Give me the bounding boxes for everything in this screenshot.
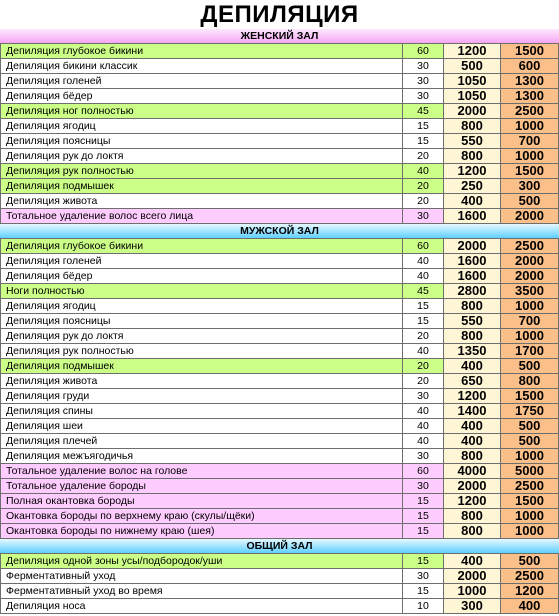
table-row	[0, 464, 559, 479]
section-header: ЖЕНСКИЙ ЗАЛ	[0, 29, 559, 43]
price-standard: 400	[444, 194, 501, 208]
service-name: Депиляция бёдер	[0, 269, 403, 283]
duration-minutes: 40	[403, 269, 444, 283]
table-row	[0, 194, 559, 209]
price-standard: 550	[444, 314, 501, 328]
section-header-row	[0, 539, 559, 554]
table-row	[0, 44, 559, 59]
price-standard: 400	[444, 419, 501, 433]
service-name: Депиляция голеней	[0, 74, 403, 88]
duration-minutes: 20	[403, 374, 444, 388]
price-premium: 400	[501, 599, 559, 613]
price-standard: 2000	[444, 239, 501, 253]
duration-minutes: 15	[403, 584, 444, 598]
duration-minutes: 30	[403, 59, 444, 73]
duration-minutes: 30	[403, 389, 444, 403]
table-row	[0, 299, 559, 314]
price-standard: 800	[444, 119, 501, 133]
table-row	[0, 239, 559, 254]
duration-minutes: 30	[403, 569, 444, 583]
service-name: Депиляция подмышек	[0, 359, 403, 373]
price-premium: 2000	[501, 254, 559, 268]
price-standard: 1200	[444, 494, 501, 508]
price-premium: 2500	[501, 104, 559, 118]
duration-minutes: 15	[403, 314, 444, 328]
service-name: Депиляция поясницы	[0, 134, 403, 148]
service-name: Окантовка бороды по верхнему краю (скулы/щёки)	[0, 509, 403, 523]
table-row	[0, 74, 559, 89]
duration-minutes: 40	[403, 254, 444, 268]
service-name: Депиляция ног полностью	[0, 104, 403, 118]
price-premium: 2500	[501, 479, 559, 493]
table-row	[0, 359, 559, 374]
duration-minutes: 30	[403, 74, 444, 88]
table-row	[0, 89, 559, 104]
table-row	[0, 449, 559, 464]
table-row	[0, 494, 559, 509]
service-name: Депиляция бёдер	[0, 89, 403, 103]
price-premium: 2500	[501, 239, 559, 253]
service-name: Депиляция голеней	[0, 254, 403, 268]
page-title: ДЕПИЛЯЦИЯ	[200, 1, 359, 28]
price-standard: 4000	[444, 464, 501, 478]
price-premium: 1500	[501, 389, 559, 403]
price-premium: 1000	[501, 449, 559, 463]
table-row	[0, 269, 559, 284]
price-standard: 1200	[444, 389, 501, 403]
duration-minutes: 20	[403, 329, 444, 343]
price-standard: 250	[444, 179, 501, 193]
duration-minutes: 15	[403, 554, 444, 568]
price-standard: 800	[444, 329, 501, 343]
service-name: Депиляция ягодиц	[0, 299, 403, 313]
service-name: Депиляция одной зоны усы/подбородок/уши	[0, 554, 403, 568]
duration-minutes: 15	[403, 494, 444, 508]
price-standard: 1600	[444, 269, 501, 283]
duration-minutes: 40	[403, 419, 444, 433]
price-premium: 1000	[501, 299, 559, 313]
duration-minutes: 30	[403, 89, 444, 103]
duration-minutes: 30	[403, 479, 444, 493]
price-premium: 700	[501, 314, 559, 328]
service-name: Депиляция шеи	[0, 419, 403, 433]
table-row	[0, 584, 559, 599]
duration-minutes: 15	[403, 119, 444, 133]
table-row	[0, 254, 559, 269]
price-premium: 2000	[501, 209, 559, 223]
section-header-row	[0, 224, 559, 239]
price-standard: 2000	[444, 104, 501, 118]
duration-minutes: 60	[403, 464, 444, 478]
price-standard: 650	[444, 374, 501, 388]
duration-minutes: 30	[403, 449, 444, 463]
table-row	[0, 419, 559, 434]
price-premium: 1000	[501, 524, 559, 538]
price-standard: 2000	[444, 569, 501, 583]
price-premium: 1750	[501, 404, 559, 418]
price-standard: 1050	[444, 89, 501, 103]
table-row	[0, 599, 559, 614]
service-name: Депиляция спины	[0, 404, 403, 418]
table-row	[0, 479, 559, 494]
price-standard: 1200	[444, 44, 501, 58]
service-name: Окантовка бороды по нижнему краю (шея)	[0, 524, 403, 538]
table-row	[0, 569, 559, 584]
service-name: Депиляция бикини классик	[0, 59, 403, 73]
table-row	[0, 329, 559, 344]
price-standard: 300	[444, 599, 501, 613]
price-standard: 800	[444, 449, 501, 463]
service-name: Тотальное удаление волос на голове	[0, 464, 403, 478]
price-table	[0, 29, 559, 614]
price-premium: 1500	[501, 164, 559, 178]
price-standard: 400	[444, 554, 501, 568]
duration-minutes: 15	[403, 524, 444, 538]
table-row	[0, 509, 559, 524]
table-row	[0, 314, 559, 329]
duration-minutes: 15	[403, 509, 444, 523]
price-standard: 800	[444, 299, 501, 313]
price-standard: 800	[444, 509, 501, 523]
price-premium: 500	[501, 359, 559, 373]
table-row	[0, 119, 559, 134]
price-premium: 600	[501, 59, 559, 73]
price-premium: 1300	[501, 89, 559, 103]
price-premium: 1300	[501, 74, 559, 88]
price-standard: 400	[444, 359, 501, 373]
table-row	[0, 524, 559, 539]
section-header-row	[0, 29, 559, 44]
service-name: Депиляция плечей	[0, 434, 403, 448]
duration-minutes: 20	[403, 359, 444, 373]
table-row	[0, 374, 559, 389]
service-name: Депиляция рук до локтя	[0, 149, 403, 163]
price-standard: 2000	[444, 479, 501, 493]
duration-minutes: 15	[403, 134, 444, 148]
table-row	[0, 284, 559, 299]
price-premium: 700	[501, 134, 559, 148]
duration-minutes: 20	[403, 149, 444, 163]
service-name: Депиляция груди	[0, 389, 403, 403]
price-standard: 1600	[444, 254, 501, 268]
table-row	[0, 59, 559, 74]
table-row	[0, 149, 559, 164]
service-name: Депиляция межъягодичья	[0, 449, 403, 463]
price-premium: 500	[501, 194, 559, 208]
service-name: Депиляция рук полностью	[0, 164, 403, 178]
price-premium: 1000	[501, 329, 559, 343]
service-name: Депиляция рук до локтя	[0, 329, 403, 343]
service-name: Депиляция носа	[0, 599, 403, 613]
table-row	[0, 104, 559, 119]
price-standard: 1200	[444, 164, 501, 178]
table-row	[0, 164, 559, 179]
price-premium: 2000	[501, 269, 559, 283]
price-standard: 1050	[444, 74, 501, 88]
duration-minutes: 40	[403, 344, 444, 358]
service-name: Полная окантовка бороды	[0, 494, 403, 508]
table-row	[0, 389, 559, 404]
service-name: Депиляция подмышек	[0, 179, 403, 193]
table-row	[0, 554, 559, 569]
price-standard: 400	[444, 434, 501, 448]
duration-minutes: 40	[403, 164, 444, 178]
section-header: ОБЩИЙ ЗАЛ	[0, 539, 559, 553]
service-name: Ноги полностью	[0, 284, 403, 298]
table-row	[0, 134, 559, 149]
table-row	[0, 209, 559, 224]
service-name: Депиляция живота	[0, 374, 403, 388]
table-row	[0, 434, 559, 449]
price-premium: 1500	[501, 494, 559, 508]
duration-minutes: 45	[403, 284, 444, 298]
service-name: Тотальное удаление волос всего лица	[0, 209, 403, 223]
service-name: Ферментативный уход во время	[0, 584, 403, 598]
price-premium: 2500	[501, 569, 559, 583]
price-premium: 800	[501, 374, 559, 388]
service-name: Депиляция ягодиц	[0, 119, 403, 133]
service-name: Ферментативный уход	[0, 569, 403, 583]
price-premium: 1700	[501, 344, 559, 358]
duration-minutes: 20	[403, 194, 444, 208]
price-premium: 300	[501, 179, 559, 193]
duration-minutes: 45	[403, 104, 444, 118]
service-name: Депиляция живота	[0, 194, 403, 208]
price-premium: 1500	[501, 44, 559, 58]
service-name: Тотальное удаление бороды	[0, 479, 403, 493]
price-standard: 1000	[444, 584, 501, 598]
price-premium: 1000	[501, 119, 559, 133]
price-standard: 800	[444, 149, 501, 163]
price-standard: 550	[444, 134, 501, 148]
price-standard: 800	[444, 524, 501, 538]
price-standard: 500	[444, 59, 501, 73]
table-row	[0, 404, 559, 419]
price-standard: 1400	[444, 404, 501, 418]
duration-minutes: 60	[403, 239, 444, 253]
service-name: Депиляция глубокое бикини	[0, 239, 403, 253]
price-premium: 5000	[501, 464, 559, 478]
table-row	[0, 344, 559, 359]
price-premium: 500	[501, 419, 559, 433]
price-premium: 3500	[501, 284, 559, 298]
price-standard: 1600	[444, 209, 501, 223]
duration-minutes: 40	[403, 434, 444, 448]
duration-minutes: 60	[403, 44, 444, 58]
price-standard: 1350	[444, 344, 501, 358]
price-premium: 1000	[501, 509, 559, 523]
duration-minutes: 15	[403, 299, 444, 313]
duration-minutes: 40	[403, 404, 444, 418]
price-standard: 2800	[444, 284, 501, 298]
price-premium: 1200	[501, 584, 559, 598]
duration-minutes: 20	[403, 179, 444, 193]
section-header: МУЖСКОЙ ЗАЛ	[0, 224, 559, 238]
duration-minutes: 10	[403, 599, 444, 613]
price-premium: 1000	[501, 149, 559, 163]
service-name: Депиляция глубокое бикини	[0, 44, 403, 58]
price-premium: 500	[501, 554, 559, 568]
price-premium: 500	[501, 434, 559, 448]
duration-minutes: 30	[403, 209, 444, 223]
service-name: Депиляция поясницы	[0, 314, 403, 328]
table-row	[0, 179, 559, 194]
service-name: Депиляция рук полностью	[0, 344, 403, 358]
